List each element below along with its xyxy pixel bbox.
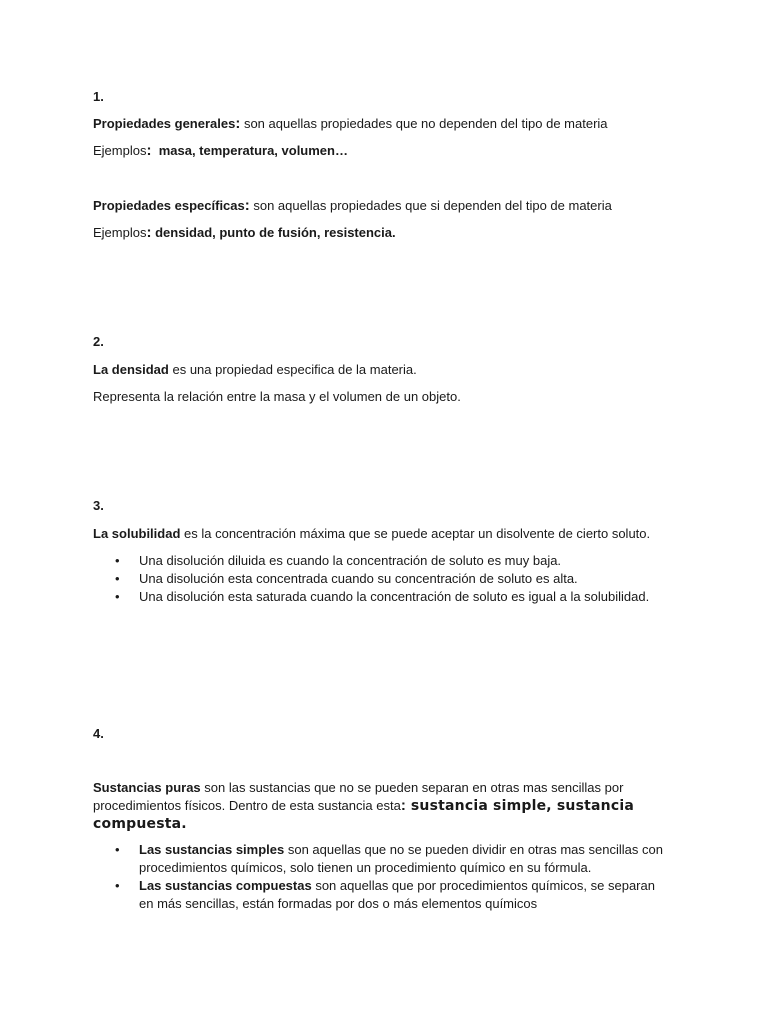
- list-item: [113, 570, 669, 588]
- specific-examples-values: densidad, punto de fusión, resistencia.: [151, 225, 396, 240]
- pure-substances-definition-1: son las sustancias que no se pueden separan en otras mas sencillas por: [200, 780, 624, 795]
- specific-properties-colon: :: [244, 197, 250, 214]
- general-properties-term: Propiedades generales: [93, 116, 236, 131]
- pure-substances-line-2: [93, 797, 634, 815]
- examples-colon: :: [146, 142, 152, 159]
- general-properties-paragraph: [93, 115, 608, 133]
- specific-examples-line: [93, 224, 396, 242]
- specific-properties-paragraph: [93, 197, 612, 215]
- examples-label: Ejemplos: [93, 225, 147, 240]
- section-3-number: 3.: [93, 498, 104, 513]
- list-item-text: Una disolución esta concentrada cuando su concentración de soluto es alta.: [139, 571, 578, 586]
- bullet-icon: •: [115, 589, 120, 604]
- solubility-definition: es la concentración máxima que se puede aceptar un disolvente de cierto soluto.: [180, 526, 651, 541]
- general-examples-values: masa, temperatura, volumen…: [151, 143, 348, 158]
- general-examples-line: [93, 142, 348, 160]
- examples-colon: :: [146, 224, 152, 241]
- substances-bullet-list: [113, 841, 669, 913]
- list-item: [113, 877, 669, 913]
- bullet-icon: •: [115, 571, 120, 586]
- pure-substances-term: Sustancias puras: [93, 780, 201, 795]
- pure-substances-line-1: [93, 779, 623, 797]
- list-item: [113, 588, 669, 606]
- list-item: [113, 552, 669, 570]
- pure-substances-line-3: [93, 815, 187, 833]
- general-properties-colon: :: [235, 115, 241, 132]
- pure-substances-types: sustancia simple, sustancia: [405, 798, 634, 814]
- solubility-term: La solubilidad: [93, 526, 181, 541]
- bullet-icon: •: [115, 553, 120, 568]
- compound-substances-term: Las sustancias compuestas: [139, 878, 312, 893]
- pure-substances-definition-2: procedimientos físicos. Dentro de esta sustancia esta: [93, 798, 401, 813]
- bullet-icon: •: [115, 842, 120, 857]
- section-2-number: 2.: [93, 334, 104, 349]
- list-item-text: Una disolución esta saturada cuando la concentración de soluto es igual a la solubilidad.: [139, 589, 650, 604]
- density-term: La densidad: [93, 362, 169, 377]
- solubility-paragraph: [93, 525, 650, 543]
- density-explanation: Representa la relación entre la masa y el volumen de un objeto.: [93, 389, 461, 404]
- section-1-number: 1.: [93, 89, 104, 104]
- specific-properties-definition: son aquellas propiedades que si dependen del tipo de materia: [249, 198, 612, 213]
- density-definition: es una propiedad especifica de la materia.: [168, 362, 417, 377]
- solubility-bullet-list: [113, 552, 669, 606]
- pure-substances-types-continued: compuesta.: [93, 816, 187, 832]
- bullet-icon: •: [115, 878, 120, 893]
- compound-substances-definition: son aquellas que por procedimientos químicos, se separan en más sencillas, están formadas por dos o más elementos químicos: [139, 878, 655, 911]
- simple-substances-definition: son aquellas que no se pueden dividir en otras mas sencillas con procedimientos químicos, solo tienen un procedimiento químico en su fórmula.: [139, 842, 663, 875]
- density-paragraph: [93, 361, 417, 379]
- examples-label: Ejemplos: [93, 143, 147, 158]
- general-properties-definition: son aquellas propiedades que no dependen del tipo de materia: [240, 116, 608, 131]
- pure-substances-colon: :: [400, 797, 406, 814]
- simple-substances-term: Las sustancias simples: [139, 842, 285, 857]
- section-4-number: 4.: [93, 726, 104, 741]
- list-item-text: Una disolución diluida es cuando la concentración de soluto es muy baja.: [139, 553, 562, 568]
- list-item: [113, 841, 669, 877]
- specific-properties-term: Propiedades específicas: [93, 198, 245, 213]
